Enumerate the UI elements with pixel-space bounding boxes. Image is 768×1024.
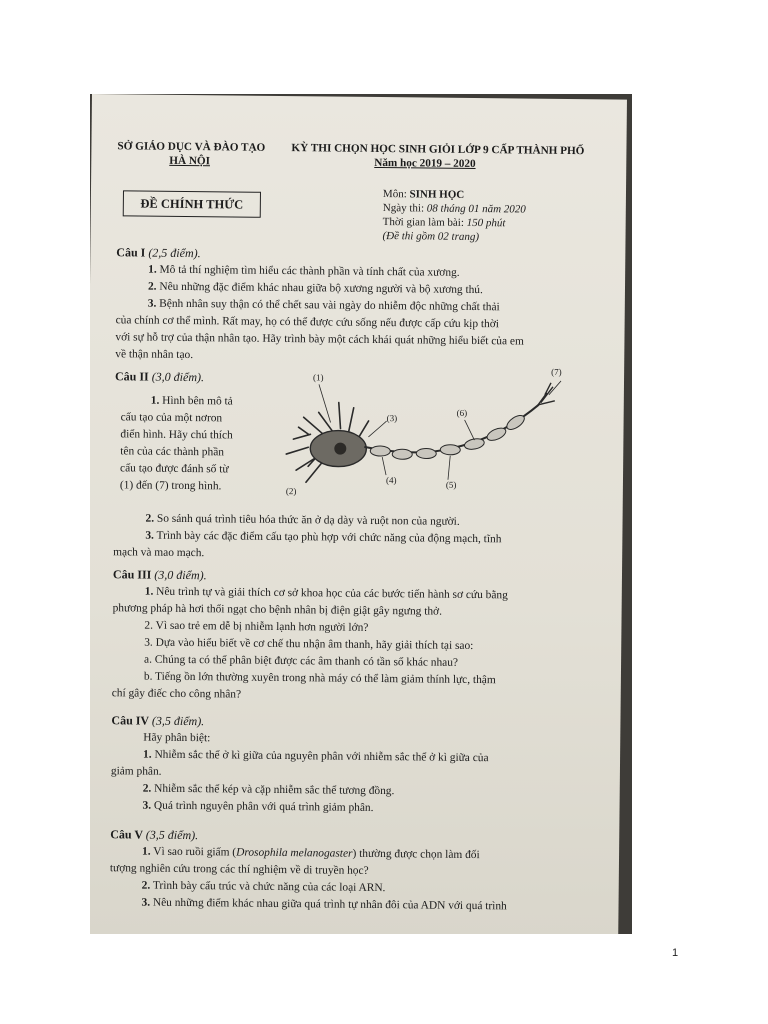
- question-3-title: Câu III: [112, 567, 155, 582]
- item-number: 2.: [147, 280, 157, 293]
- figure-label-2: (2): [285, 486, 297, 497]
- figure-label-4: (4): [385, 475, 397, 486]
- item-text: Vì sao ruồi giấm (: [150, 845, 237, 859]
- subject-value: SINH HỌC: [409, 188, 465, 201]
- item-number: 3.: [141, 896, 151, 909]
- question-2-item-3-cont: mạch và mao mạch.: [113, 546, 205, 560]
- neuron-figure: [278, 362, 579, 505]
- item-number: 1.: [143, 748, 152, 761]
- question-1-item-3-cont: của chính cơ thể mình. Rất may, họ có thể được cứu sống nếu được cấp cứu kịp thời: [115, 314, 500, 331]
- item-text: Quá trình nguyên phân với quá trình giảm phân.: [151, 799, 374, 814]
- question-1: [115, 244, 608, 368]
- item-text: Bệnh nhân suy thận có thể chết sau vài ngày do nhiễm độc những chất thải: [156, 297, 500, 314]
- item-number: 2.: [145, 512, 155, 525]
- question-4-item-1-cont: giảm phân.: [110, 765, 162, 778]
- page-count-note: (Đề thi gồm 02 trang): [382, 230, 480, 244]
- school-year: Năm học 2019 – 2020: [374, 156, 476, 171]
- question-3-item-3b-cont: chí gây điếc cho công nhân?: [111, 687, 242, 701]
- question-3-item-2: 2. Vì sao trẻ em dễ bị nhiễm lạnh hơn người lớn?: [144, 619, 369, 634]
- item-text: (1) đến (7) trong hình.: [119, 479, 222, 493]
- item-number: 2.: [141, 879, 151, 892]
- question-5-item-1-cont: tượng nghiên cứu trong các thí nghiệm về di truyền học?: [109, 862, 369, 877]
- question-3-points: (3,0 điểm).: [154, 567, 207, 583]
- item-text: So sánh quá trình tiêu hóa thức ăn ở dạ dày và ruột non của người.: [154, 512, 460, 528]
- figure-label-1: (1): [312, 372, 324, 383]
- department-name: SỞ GIÁO DỤC VÀ ĐÀO TẠO: [117, 140, 266, 154]
- item-number: 2.: [142, 782, 152, 795]
- question-4-intro: Hãy phân biệt:: [143, 731, 211, 745]
- date-label: Ngày thi:: [382, 202, 427, 215]
- city-name: HÀ NỘI: [169, 154, 211, 168]
- date-line: [383, 202, 526, 216]
- item-text: Hình bên mô tả: [162, 394, 233, 408]
- question-2-points: (3,0 điểm).: [151, 369, 205, 385]
- item-text: Nêu những đặc điểm khác nhau giữa bộ xương người và bộ xương thú.: [156, 280, 483, 297]
- date-value: 08 tháng 01 năm 2020: [426, 202, 526, 216]
- item-text: Mô tả thí nghiệm tìm hiểu các thành phần và tính chất của xương.: [156, 263, 460, 279]
- item-number: 1.: [142, 845, 151, 858]
- question-2-title: Câu II: [114, 369, 152, 384]
- axon-terminals: [537, 383, 555, 407]
- figure-label-5: (5): [445, 479, 457, 490]
- question-2-item-1: [120, 392, 253, 495]
- item-text: Nêu những điểm khác nhau giữa quá trình tự nhân đôi của ADN với quá trình: [150, 896, 507, 913]
- question-1-item-3-cont: về thận nhân tạo.: [115, 348, 194, 362]
- subject-line: [383, 188, 464, 202]
- question-3-item-3b: b. Tiếng ồn lớn thường xuyên trong nhà máy có thể làm giảm thính lực, thậm: [143, 670, 496, 687]
- item-text: cấu tạo của một nơron: [120, 411, 223, 425]
- item-text: ) thường được chọn làm đối: [352, 847, 480, 862]
- label-leaders: [318, 378, 561, 481]
- item-number: 3.: [147, 297, 157, 310]
- exam-title: KỲ THI CHỌN HỌC SINH GIỎI LỚP 9 CẤP THÀNH PHỐ: [291, 142, 585, 158]
- question-3-item-3: 3. Dựa vào hiểu biết về cơ chế thu nhận âm thanh, hãy giải thích tại sao:: [144, 636, 474, 653]
- question-2-items: [113, 510, 606, 566]
- question-4-title: Câu IV: [111, 713, 152, 728]
- figure-label-6: (6): [456, 407, 468, 418]
- figure-label-7: (7): [551, 366, 562, 377]
- item-number: 3.: [142, 799, 152, 812]
- exam-photo: [90, 94, 632, 934]
- page-number: 1: [672, 947, 679, 959]
- question-4: [110, 712, 603, 819]
- question-5-points: (3,5 điểm).: [145, 827, 199, 843]
- figure-label-3: (3): [386, 413, 398, 424]
- subject-label: Môn:: [382, 188, 410, 201]
- exam-paper: [90, 94, 627, 934]
- item-text: Nhiễm sắc thể kép và cặp nhiễm sắc thể tương đồng.: [151, 782, 395, 798]
- time-value: 150 phút: [466, 216, 506, 230]
- question-3: [112, 566, 605, 707]
- item-number: 1.: [144, 585, 154, 598]
- item-number: 1.: [148, 263, 157, 276]
- item-text: cấu tạo được đánh số từ: [120, 462, 229, 476]
- question-1-title: Câu I: [116, 245, 149, 260]
- item-text: điển hình. Hãy chú thích: [120, 428, 233, 442]
- question-3-item-1-cont: phương pháp hà hơi thổi ngạt cho bệnh nhân bị điện giật gây ngưng thở.: [112, 602, 443, 618]
- question-1-item-3-cont: với sự hỗ trợ của thận nhân tạo. Hãy trình bày một cách khái quát những hiểu biết của em: [115, 331, 524, 348]
- question-1-points: (2,5 điểm).: [148, 245, 201, 261]
- time-label: Thời gian làm bài:: [382, 216, 467, 229]
- item-number: 1.: [150, 394, 160, 407]
- species-name: Drosophila melanogaster: [236, 846, 353, 860]
- time-line: [383, 216, 506, 230]
- question-4-points: (3,5 điểm).: [151, 713, 205, 729]
- question-3-item-3a: a. Chúng ta có thể phân biệt được các âm thanh có tần số khác nhau?: [144, 653, 459, 669]
- question-5: [109, 826, 602, 916]
- official-exam-box: ĐỀ CHÍNH THỨC: [123, 190, 261, 217]
- item-text: tên của các thành phần: [120, 445, 225, 459]
- item-text: Trình bày các đặc điểm cấu tạo phù hợp với chức năng của động mạch, tĩnh: [153, 529, 502, 546]
- item-text: Nhiễm sắc thể ở kì giữa của nguyên phân với nhiễm sắc thể ở kì giữa của: [151, 748, 489, 765]
- item-text: Nêu trình tự và giải thích cơ sở khoa học của các bước tiến hành sơ cứu bằng: [153, 585, 508, 602]
- item-number: 3.: [145, 529, 154, 542]
- question-5-title: Câu V: [110, 827, 146, 842]
- item-text: Trình bày cấu trúc và chức năng của các loại ARN.: [150, 879, 386, 895]
